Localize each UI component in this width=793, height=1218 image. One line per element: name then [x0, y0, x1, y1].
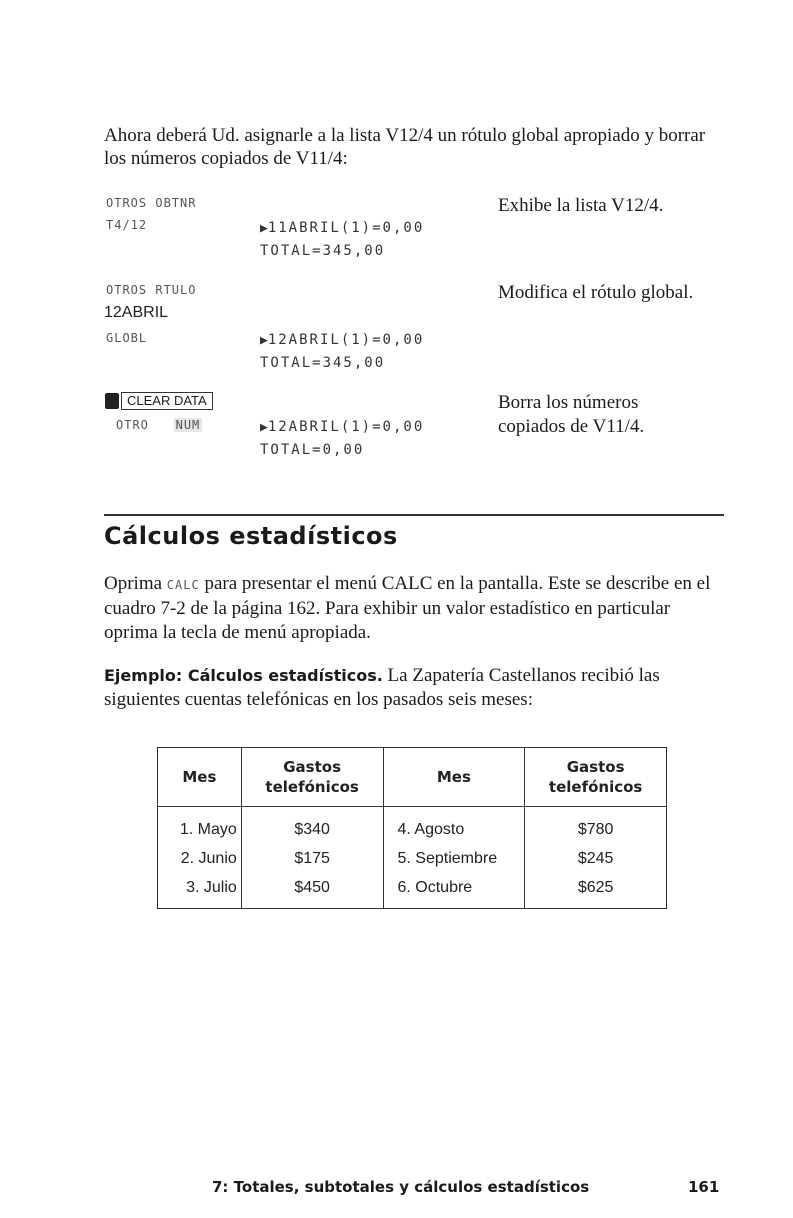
- step3-description-line1: Borra los números: [498, 392, 639, 413]
- step1-keys-menu: OTROS OBTNR: [106, 196, 197, 210]
- table-header-row: [158, 748, 667, 807]
- step3-lcd-line2: TOTAL=0,00: [260, 442, 365, 458]
- step1-description: Exhibe la lista V12/4.: [498, 195, 664, 216]
- step3-description-line2: copiados de V11/4.: [498, 416, 645, 437]
- month-cell: 3. Julio: [158, 873, 242, 909]
- step1-lcd-line2: TOTAL=345,00: [260, 243, 386, 259]
- amount-cell: $780: [525, 807, 667, 845]
- intro-paragraph: Ahora deberá Ud. asignarle a la lista V12/4 un rótulo global apropiado y borrar los números copiados de V11/4:: [104, 125, 706, 169]
- step3-keys-menu: [116, 418, 202, 432]
- section-divider: [104, 514, 724, 516]
- month-cell: 6. Octubre: [383, 873, 525, 909]
- step1-lcd-line1: ▶11ABRIL(1)=0,00: [260, 220, 425, 236]
- step3-lcd-line1: ▶12ABRIL(1)=0,00: [260, 419, 425, 435]
- page-number: 161: [688, 1178, 720, 1196]
- shift-key-icon: [105, 393, 119, 409]
- example-paragraph: Ejemplo: Cálculos estadísticos. La Zapatería Castellanos recibió las siguientes cuentas telefónicas en los pasados seis meses:: [104, 665, 660, 710]
- header-expenses-2: Gastos telefónicos: [525, 748, 667, 807]
- header-expenses-1: Gastos telefónicos: [241, 748, 383, 807]
- table-row: [158, 844, 667, 873]
- step2-keys-menu: OTROS RTULO: [106, 283, 197, 297]
- amount-cell: $245: [525, 844, 667, 873]
- step2-typed-label: 12ABRIL: [104, 304, 169, 321]
- example-title: Ejemplo: Cálculos estadísticos.: [104, 666, 383, 685]
- clear-data-key: CLEAR DATA: [121, 392, 213, 410]
- step2-description: Modifica el rótulo global.: [498, 282, 694, 303]
- month-cell: 2. Junio: [158, 844, 242, 873]
- calc-key: CALC: [166, 578, 200, 592]
- cursor-arrow-icon: ▶: [260, 333, 268, 348]
- num-key: NUM: [175, 418, 201, 432]
- amount-cell: $340: [241, 807, 383, 845]
- header-month-2: Mes: [383, 748, 525, 807]
- month-cell: 1. Mayo: [158, 807, 242, 845]
- table-row: [158, 873, 667, 909]
- step2-keys-global: GLOBL: [106, 331, 148, 345]
- calc-paragraph: Oprima CALC para presentar el menú CALC en la pantalla. Este se describe en el cuadro 7-2 de la página 162. Para exhibir un valor estadístico en particular oprima la tecla de menú apropiada.: [104, 573, 711, 643]
- table-row: [158, 807, 667, 845]
- step2-lcd-line2: TOTAL=345,00: [260, 355, 386, 371]
- amount-cell: $625: [525, 873, 667, 909]
- step1-keys-selection: T4/12: [106, 218, 148, 232]
- step3-clear-keys: [105, 392, 213, 410]
- cursor-arrow-icon: ▶: [260, 420, 268, 435]
- step2-lcd-line1: ▶12ABRIL(1)=0,00: [260, 332, 425, 348]
- month-cell: 5. Septiembre: [383, 844, 525, 873]
- amount-cell: $450: [241, 873, 383, 909]
- amount-cell: $175: [241, 844, 383, 873]
- cursor-arrow-icon: ▶: [260, 221, 268, 236]
- phone-expenses-table: [157, 747, 667, 909]
- otro-key: OTRO: [116, 418, 149, 432]
- chapter-footer: 7: Totales, subtotales y cálculos estadísticos: [212, 1178, 590, 1196]
- section-title: Cálculos estadísticos: [104, 522, 398, 550]
- header-month-1: Mes: [158, 748, 242, 807]
- month-cell: 4. Agosto: [383, 807, 525, 845]
